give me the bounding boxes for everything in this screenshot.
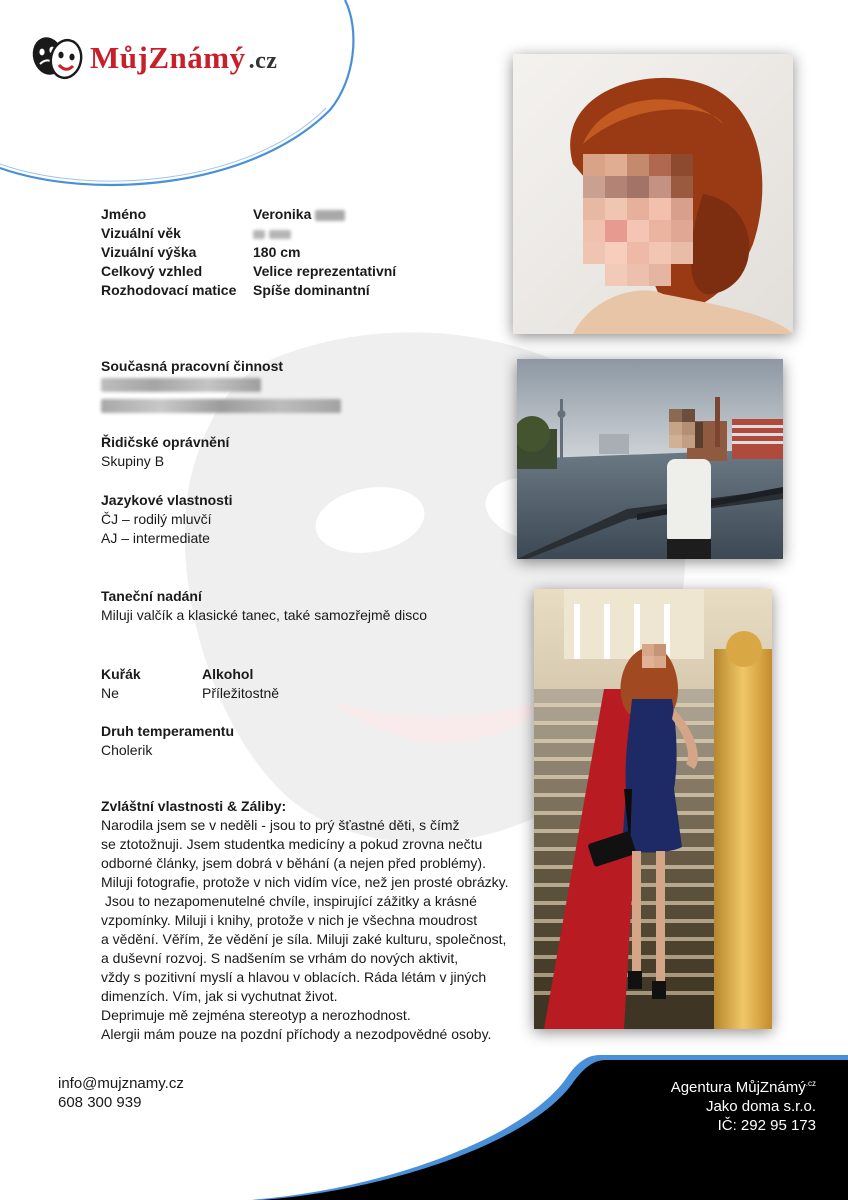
profile-row-age (101, 224, 396, 243)
profile-info-table (101, 205, 396, 300)
bio-line: Jsou to nezapomenutelné chvíle, inspirující zážitky a krásné (101, 893, 477, 909)
redacted-surname (315, 210, 345, 221)
agency-company: Jako doma s.r.o. (705, 1098, 816, 1115)
bio-line: Deprimuje mě zejména stereotyp a nerozhodnost. (101, 1007, 411, 1023)
agency-ic: IČ: 292 95 173 (717, 1117, 816, 1134)
profile-row-height (101, 243, 396, 262)
contact-phone[interactable]: 608 300 939 (58, 1094, 142, 1111)
section-value: Příležitostně (202, 685, 280, 701)
field-label: Rozhodovací matice (101, 282, 237, 298)
brand-logo[interactable] (28, 30, 348, 90)
section-dance (101, 587, 427, 625)
language-line: ČJ – rodilý mluvčí (101, 511, 212, 527)
city-river-image (517, 359, 783, 559)
bio-line: a vědění. Věřím, že vědění je síla. Miluji zaké kulturu, společnost, (101, 931, 507, 947)
profile-row-appearance (101, 262, 396, 281)
bio-line: Narodila jsem se v neděli - jsou to prý šťastné děti, s čímž (101, 817, 460, 833)
logo-part-tld: .cz (248, 48, 278, 74)
section-title: Současná pracovní činnost (101, 358, 284, 374)
staircase-photo[interactable] (534, 589, 772, 1029)
bio-line: Alergii mám pouze na pozdní příchody a nezodpovědné osoby. (101, 1026, 492, 1042)
bio-line: dimenzích. Vím, jak si vychutnat život. (101, 988, 338, 1004)
section-hobbies (101, 797, 508, 1044)
contact-block (58, 1074, 184, 1112)
section-title: Taneční nadání (101, 588, 202, 604)
section-value: Miluji valčík a klasické tanec, také samozřejmě disco (101, 607, 428, 623)
city-river-photo[interactable] (517, 359, 783, 559)
redacted-work-line-1 (101, 378, 261, 392)
redacted-work-line-2 (101, 399, 341, 413)
section-value: Ne (101, 685, 119, 701)
section-languages (101, 491, 233, 548)
section-temperament (101, 722, 234, 760)
bio-line: vždy s pozitivní myslí a hlavou v oblacích. Ráda létám v jiných (101, 969, 487, 985)
redacted-age (253, 230, 265, 239)
section-title: Zvláštní vlastnosti & Záliby: (101, 798, 287, 814)
profile-row-decision-matrix (101, 281, 396, 300)
name-value: Veronika (253, 206, 312, 222)
logo-part-znamy: Známý (148, 40, 246, 75)
field-value (253, 224, 291, 243)
section-title: Jazykové vlastnosti (101, 492, 233, 508)
agency-block (671, 1074, 816, 1135)
section-value: Skupiny B (101, 453, 165, 469)
section-title: Alkohol (202, 666, 254, 682)
logo-wordmark (90, 40, 277, 76)
bio-line: a duševní rozvoj. S nadšením se vrhám do nových aktivit, (101, 950, 459, 966)
agency-name-line (671, 1074, 816, 1097)
section-title: Kuřák (101, 666, 141, 682)
section-alcohol (202, 665, 279, 703)
bio-line: Miluji fotografie, protože v nich vidím více, než jen prosté obrázky. (101, 874, 509, 890)
section-driving-licence (101, 433, 229, 471)
section-value: Cholerik (101, 742, 153, 758)
bio-line: odborné články, jsem dobrá v běhání (a nejen před problémy). (101, 855, 486, 871)
section-smoker (101, 665, 141, 703)
field-value: Spíše dominantní (253, 282, 370, 298)
field-label: Celkový vzhled (101, 263, 203, 279)
logo-part-muj: Můj (90, 40, 149, 75)
contact-email[interactable]: info@mujznamy.cz (58, 1075, 184, 1092)
redacted-work-value (101, 378, 341, 413)
section-current-work (101, 357, 341, 413)
section-title: Řidičské oprávnění (101, 434, 230, 450)
agency-name-sup: .cz (805, 1079, 816, 1088)
portrait-image (513, 54, 793, 334)
bio-line: vzpomínky. Miluji i knihy, protože v nich je všechna moudrost (101, 912, 478, 928)
section-title: Druh temperamentu (101, 723, 235, 739)
agency-name: Agentura MůjZnámý (670, 1079, 806, 1096)
field-value: Velice reprezentativní (253, 263, 397, 279)
portrait-photo[interactable] (513, 54, 793, 334)
field-label: Jméno (101, 206, 147, 222)
field-value: 180 cm (253, 244, 301, 260)
field-label: Vizuální výška (101, 244, 197, 260)
field-label: Vizuální věk (101, 225, 181, 241)
bio-line: se ztotožnuji. Jsem studentka medicíny a pokud zrovna nečtu (101, 836, 483, 852)
field-value (253, 205, 345, 224)
redacted-age-2 (269, 230, 291, 239)
staircase-image (534, 589, 772, 1029)
language-line: AJ – intermediate (101, 530, 210, 546)
theatre-masks-icon (28, 32, 86, 84)
profile-row-name (101, 205, 396, 224)
